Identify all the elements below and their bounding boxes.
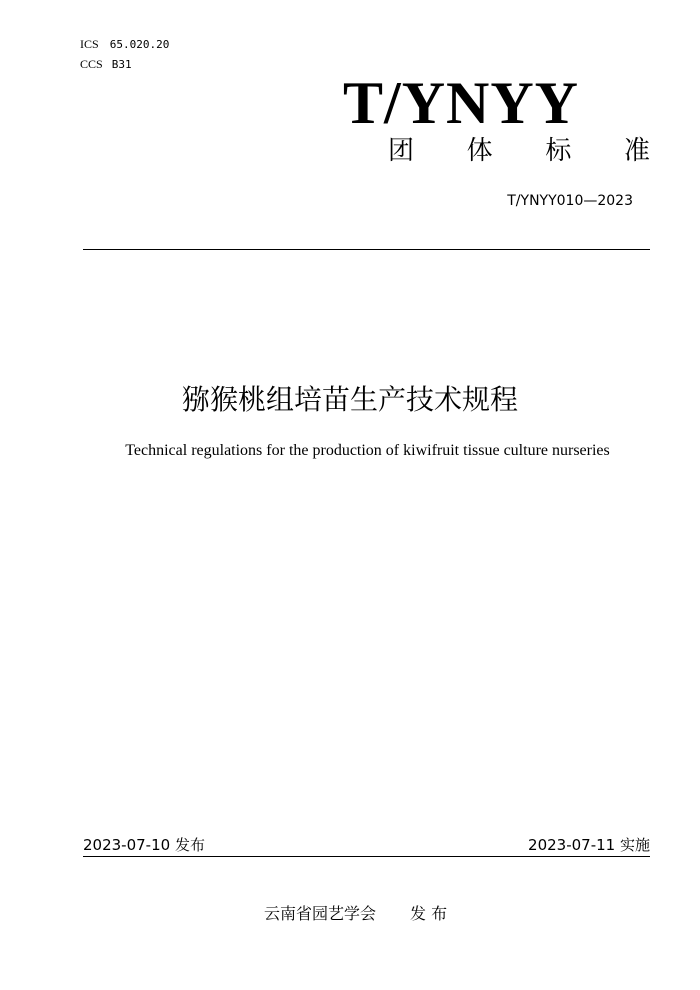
standard-type-char: 准 <box>623 136 650 166</box>
release-date: 2023-07-10 发布 <box>83 836 205 854</box>
issuer-name: 云南省园艺学会 <box>264 904 377 923</box>
standard-type-char: 标 <box>545 136 572 166</box>
ccs-label: CCS <box>80 57 103 71</box>
standard-code: T/YNYY010—2023 <box>507 193 633 209</box>
issue-action: 发 布 <box>410 904 448 923</box>
ics-label: ICS <box>80 37 99 51</box>
standard-logo: T/YNYY <box>343 70 580 136</box>
ics-row <box>80 33 169 52</box>
ccs-value: B31 <box>111 58 132 71</box>
ics-value: 65.020.20 <box>109 38 170 51</box>
document-title-english: Technical regulations for the production of kiwifruit tissue culture nurseries <box>125 442 610 459</box>
bottom-divider <box>83 856 650 857</box>
document-title-chinese: 猕猴桃组培苗生产技术规程 <box>181 383 518 416</box>
standard-type-char: 体 <box>466 136 493 166</box>
standard-type <box>388 134 650 168</box>
standard-type-char: 团 <box>388 136 415 166</box>
top-divider <box>83 249 650 250</box>
implementation-date: 2023-07-11 实施 <box>528 836 650 854</box>
issuer-line <box>264 904 447 924</box>
ccs-row <box>80 53 132 72</box>
